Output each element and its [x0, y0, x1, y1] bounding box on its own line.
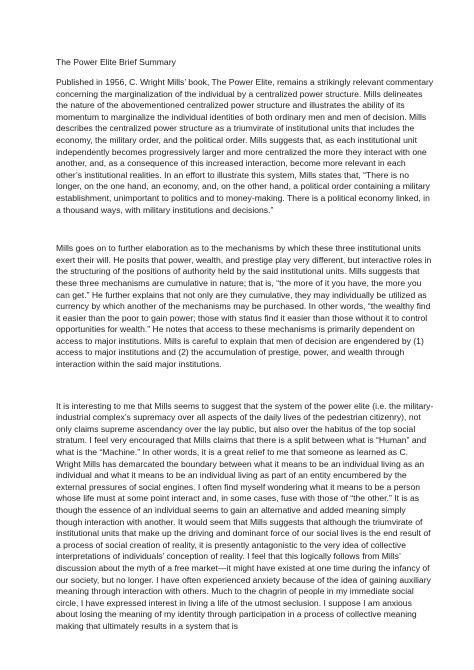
paragraph-2: Mills goes on to further elaboration as to the mechanisms by which these three institutional units exert their will. He posits that power, wealth, and prestige play very different, but interactive roles in the structuring of the positions of authority held by the said institutional units. Mills suggests that these three mechanisms are cumulative in nature; that is, “the more of it you have, the more you can get.” He further explains that not only are they cumulative, they may individually be utilized as currency by which another of the mechanisms may be purchased. In other words, “the wealthy find it easier than the poor to gain power; those with status find it easier than those without it to control opportunities for wealth.” He notes that access to these mechanisms is primarily dependent on access to major institutions. Mills is careful to explain that men of decision are engendered by (1) access to major institutions and (2) the accumulation of prestige, power, and wealth through interaction within the said major institutions. [56, 243, 432, 370]
paragraph-1: Published in 1956, C. Wright Mills’ book, The Power Elite, remains a strikingly relevant commentary concerning the marginalization of the individual by a centralized power structure. Mills delineates the nature of the abovementioned centralized power structure and illustrates the ability of its momentum to marginalize the individual identities of both ordinary men and men of decision. Mills describes the centralized power structure as a triumvirate of institutional units that includes the economy, the military order, and the political order. Mills suggests that, as each institutional unit independently becomes progressively larger and more centralized the more they interact with one another, and, as a consequence of this increased interaction, become more relevant in each other’s institutional realities. In an effort to illustrate this system, Mills states that, “There is no longer, on the one hand, an economy, and, on the other hand, a political order containing a military establishment, unimportant to politics and to money-making. There is a political economy linked, in a thousand ways, with military institutions and decisions.” [56, 77, 434, 215]
paragraph-3: It is interesting to me that Mills seems to suggest that the system of the power elite (i.e. the military-industrial complex’s supremacy over all aspects of the daily lives of the pedestrian citizenry), not only claims supreme ascendancy over the lay public, but also over the habitus of the top social stratum. I feel very encouraged that Mills claims that there is a split between what is “Human” and what is the “Machine.” In other words, it is a great relief to me that someone as learned as C. Wright Mills has demarcated the boundary between what it means to be an individual living as an individual and what it means to be an individual living as part of an entity encumbered by the external pressures of social engines. I often find myself wondering what it means to be a person whose life must at some point interact and, in some cases, fuse with those of “the other.” It is as though the essence of an individual seems to gain an alternative and added meaning simply though interaction with another. It would seem that Mills suggests that although the triumvirate of institutional units that make up the driving and dominant force of our social lives is the end result of a process of social creation of reality, it is presently antagonistic to the very idea of collective interpretations of individuals’ conception of reality. I feel that this logically follows from Mills’ discussion about the myth of a free market—it might have existed at one time during the infancy of our society, but no longer. I have often experienced anxiety because of the idea of gaining auxiliary meaning through interaction with others. Much to the chagrin of people in my immediate social circle, I have expressed interest in living a life of the utmost seclusion. I suppose I am anxious about losing the meaning of my identity through participation in a process of collective meaning making that ultimately results in a system that is [56, 400, 434, 631]
paragraph-spacer [56, 216, 434, 243]
paragraph-spacer [56, 371, 434, 401]
document-title: The Power Elite Brief Summary [56, 57, 176, 67]
